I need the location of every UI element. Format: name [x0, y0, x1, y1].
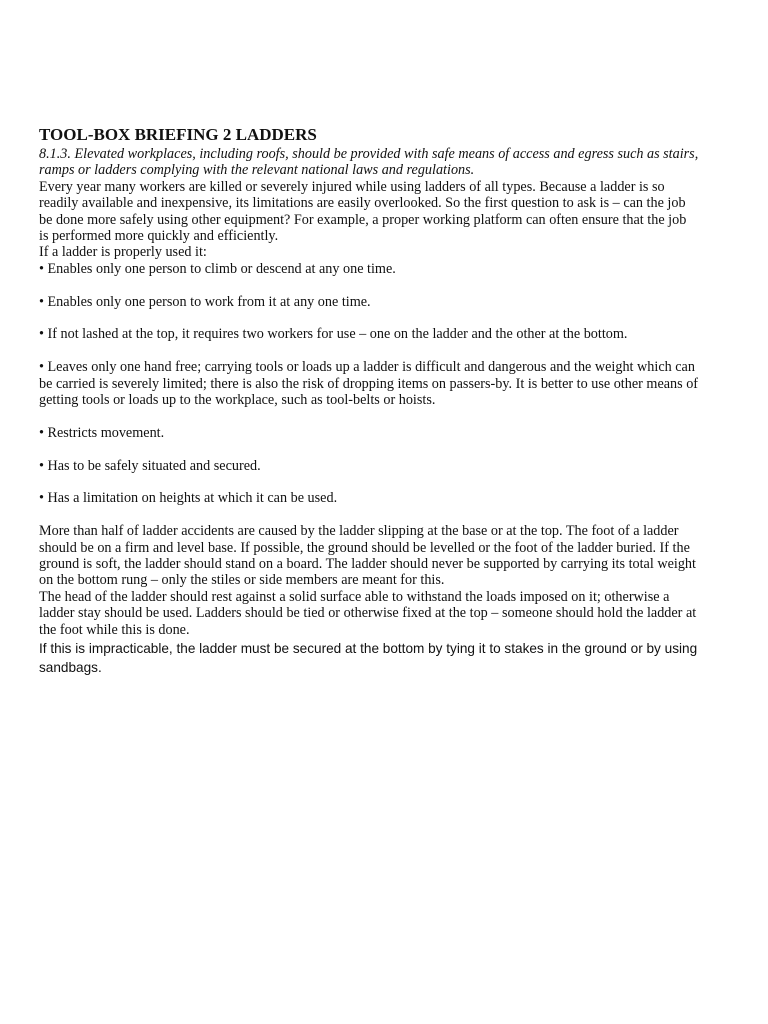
bullet-item: • Has a limitation on heights at which it can be used. — [39, 490, 338, 507]
bullet-item: • Enables only one person to climb or descend at any one time. — [39, 260, 396, 277]
reference-clause: 8.1.3. Elevated workplaces, including roofs, should be provided with safe means of access and egress such as stairs, ramps or ladders complying with the relevant national laws and regulations. — [39, 146, 699, 179]
ladder-head-paragraph: The head of the ladder should rest against a solid surface able to withstand the loads imposed on it; otherwise a ladder stay should be used. Ladders should be tied or otherwise fixed at the top – someone should hold the ladder at the foot while this is done. — [39, 588, 697, 638]
bullet-item: • Restricts movement. — [39, 424, 165, 441]
bullet-item: • Enables only one person to work from it at any one time. — [39, 293, 371, 310]
bullet-item: • Has to be safely situated and secured. — [39, 457, 261, 474]
bullet-item: • Leaves only one hand free; carrying tools or loads up a ladder is difficult and dangerous and the weight which can be carried is severely limited; there is also the risk of dropping items on passers-by. It is better to use other means of getting tools or loads up to the workplace, such as tool-belts or hoists. — [39, 359, 699, 409]
document-page — [39, 126, 699, 677]
bullet-item: • If not lashed at the top, it requires two workers for use – one on the ladder and the other at the bottom. — [39, 326, 628, 343]
impracticable-paragraph: If this is impracticable, the ladder must be secured at the bottom by tying it to stakes in the ground or by using sandbags. — [39, 641, 698, 676]
list-intro: If a ladder is properly used it: — [39, 244, 207, 261]
document-title: TOOL-BOX BRIEFING 2 LADDERS — [39, 125, 317, 144]
ladder-base-paragraph: More than half of ladder accidents are caused by the ladder slipping at the base or at the top. The foot of a ladder should be on a firm and level base. If possible, the ground should be levelled or the foot of the ladder buried. If the ground is soft, the ladder should stand on a board. The ladder should never be supported by carrying its total weight on the bottom rung – only the stiles or side members are meant for this. — [39, 523, 696, 589]
intro-paragraph: Every year many workers are killed or severely injured while using ladders of all types. Because a ladder is so readily available and inexpensive, its limitations are easily overlooked. So the first question to ask is – can the job be done more safely using other equipment? For example, a proper working platform can often ensure that the job is performed more quickly and efficiently. — [39, 178, 687, 245]
